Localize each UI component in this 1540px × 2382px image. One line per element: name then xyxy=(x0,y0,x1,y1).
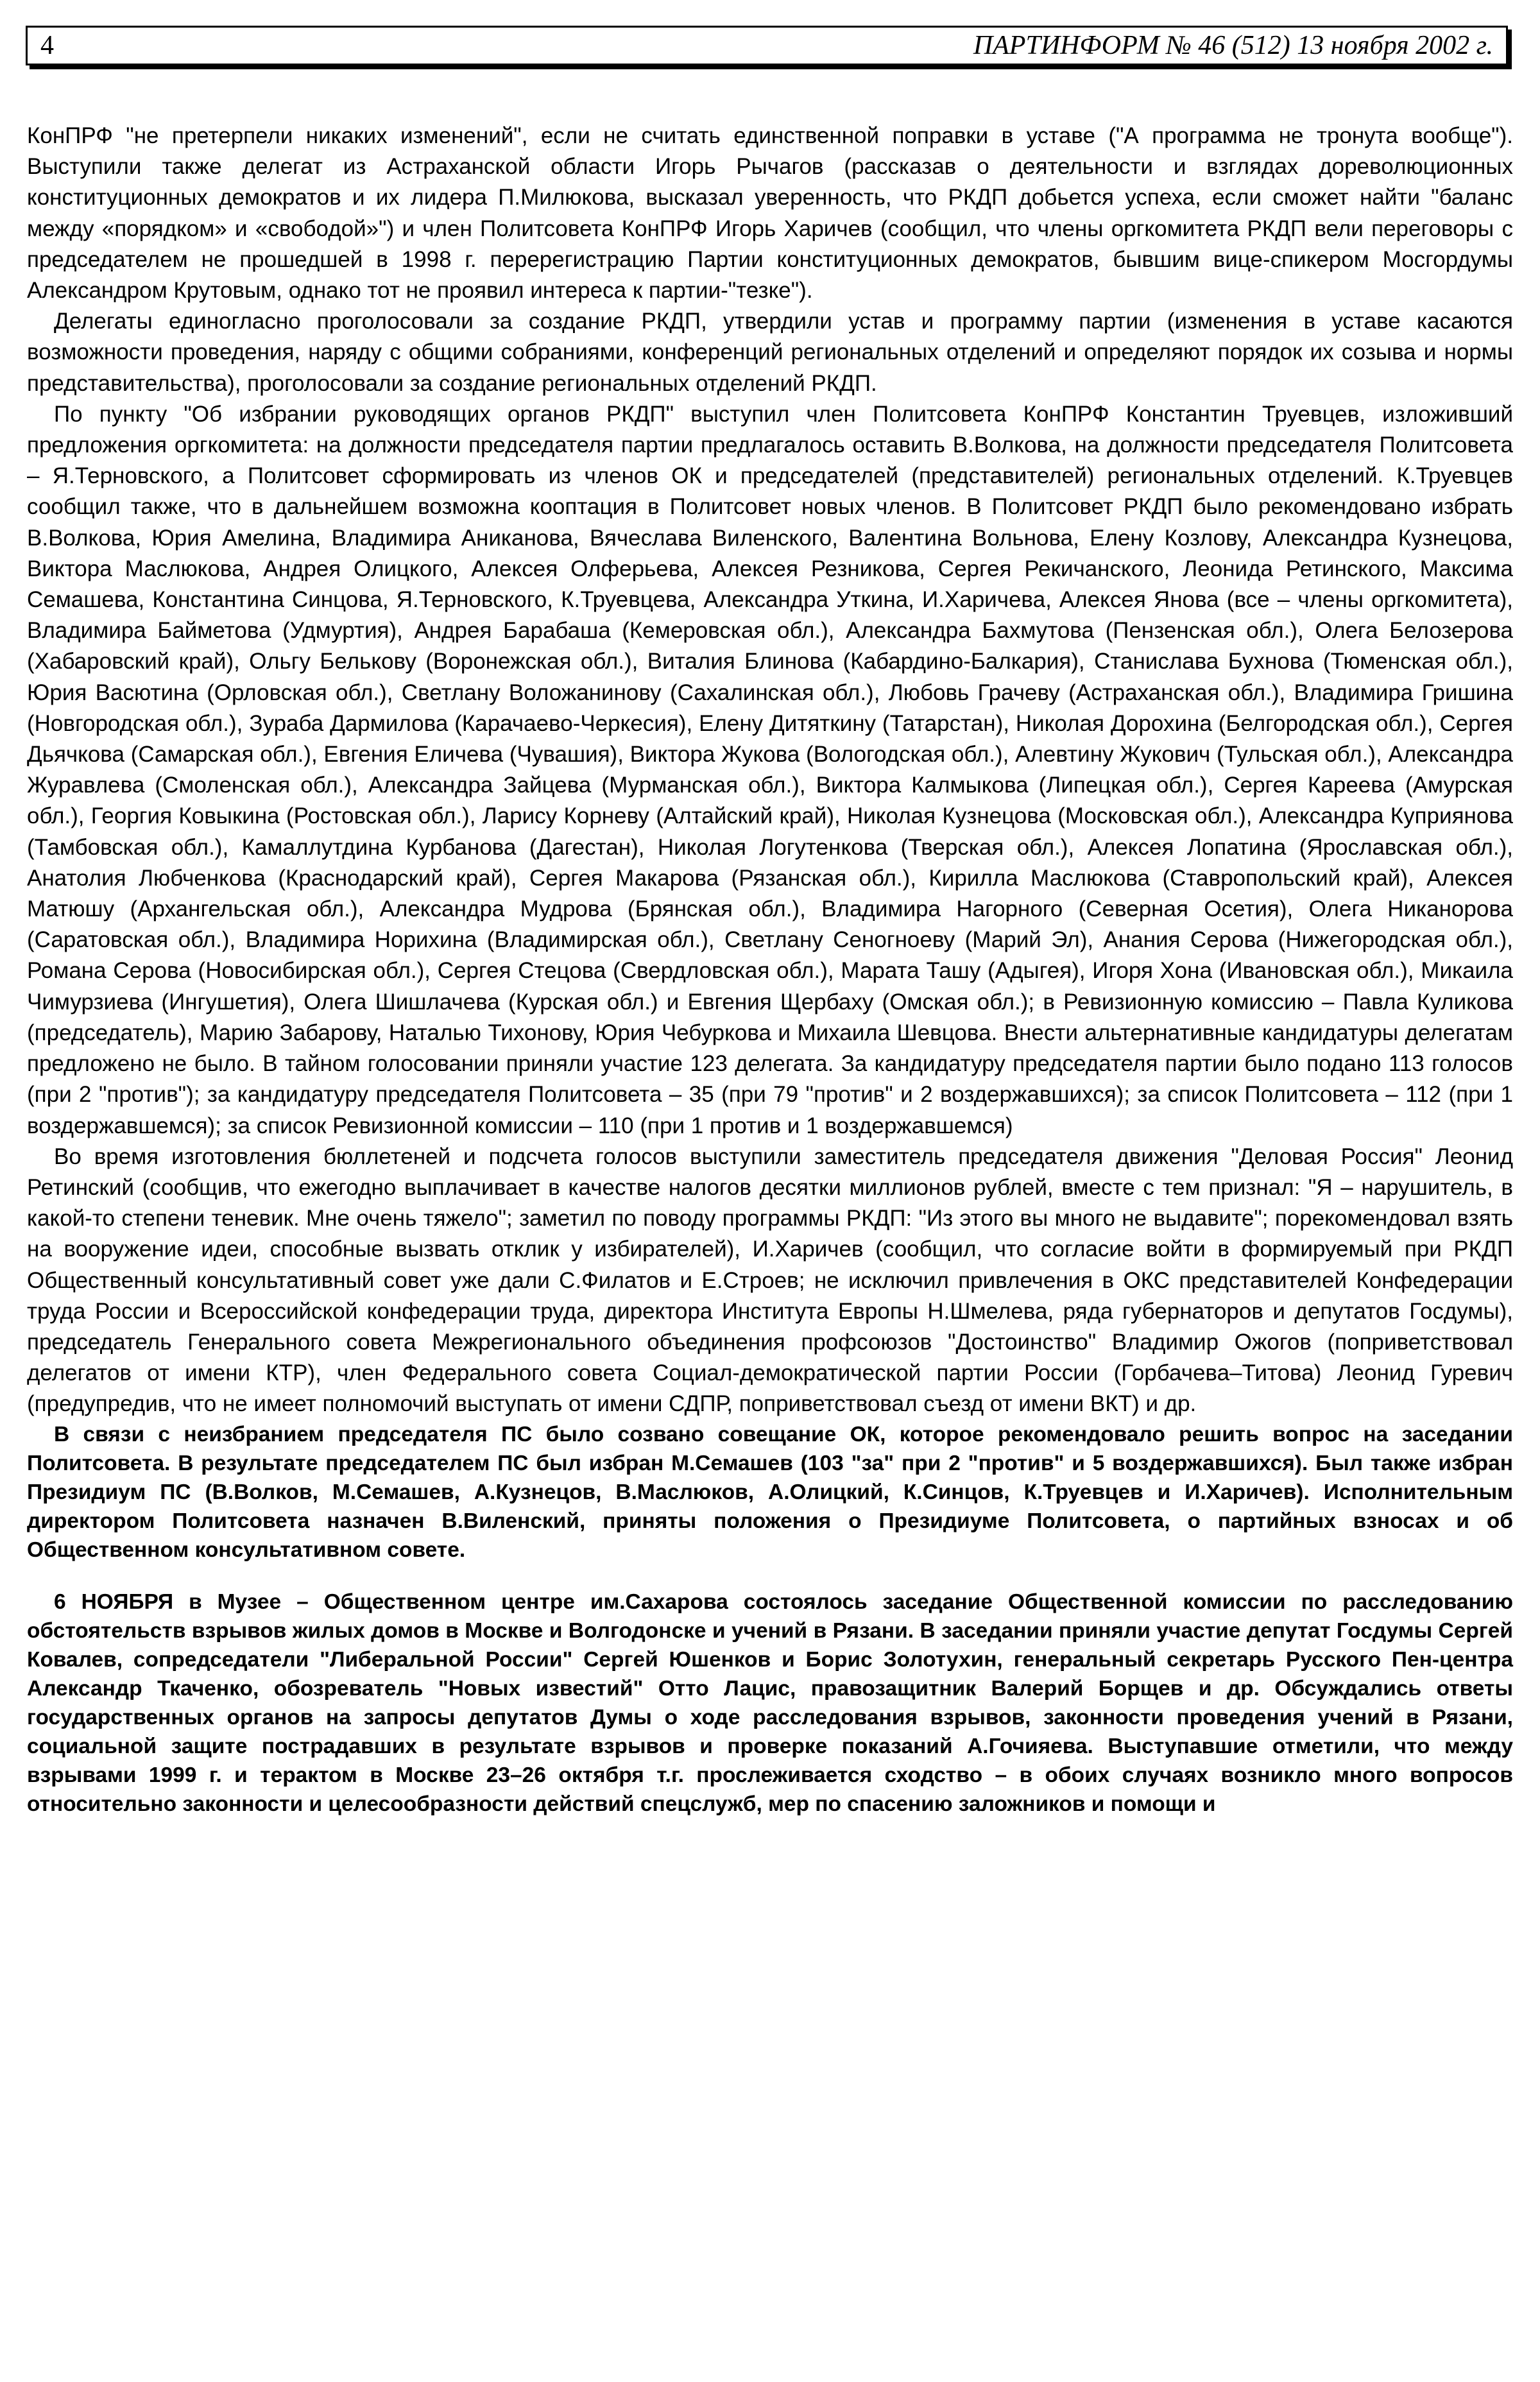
paragraph-5: В связи с неизбранием председателя ПС было созвано совещание ОК, которое рекомендовало решить вопрос на заседании Политсовета. В результате председателем ПС был избран М.Семашев (103 "за" при 2 "против" и 5 воздержавшихся). Был также избран Президиум ПС (В.Волков, М.Семашев, А.Кузнецов, В.Маслюков, А.Олицкий, К.Синцов, К.Труевцев и И.Харичев). Исполнительным директором Политсовета назначен В.Виленский, приняты положения о Президиуме Политсовета, о партийных взносах и об Общественном консультативном совете. xyxy=(27,1422,1513,1562)
paragraph-1: КонПРФ "не претерпели никаких изменений", если не считать единственной поправки в уставе ("А программа не тронута вообще"). Выступили также делегат из Астраханской области Игорь Рычагов (рассказав о деятельности и взглядах дореволюционных конституционных демократов и их лидера П.Милюкова, высказал уверенность, что РКДП добьется успеха, если сможет найти "баланс между «порядком» и «свободой»") и член Политсовета КонПРФ Игорь Харичев (сообщил, что члены оргкомитета РКДП вели переговоры с председателем не прошедшей в 1998 г. перерегистрацию Партии конституционных демократов, бывшим вице-спикером Мосгордумы Александром Крутовым, однако тот не проявил интереса к партии-"тезке"). xyxy=(27,123,1513,304)
section-gap xyxy=(27,1564,1513,1588)
page-header xyxy=(26,26,1508,65)
paragraph-2: Делегаты единогласно проголосовали за создание РКДП, утвердили устав и программу партии (изменения в уставе касаются возможности проведения, наряду с общими собраниями, конференций региональных отделений и определяют порядок их созыва и нормы представительства), проголосовали за создание региональных отделений РКДП. xyxy=(27,309,1513,396)
paragraph-6: 6 НОЯБРЯ в Музее – Общественном центре им.Сахарова состоялось заседание Общественной комиссии по расследованию обстоятельств взрывов жилых домов в Москве и Волгодонске и учений в Рязани. В заседании приняли участие депутат Госдумы Сергей Ковалев, сопредседатели "Либеральной России" Сергей Юшенков и Борис Золотухин, генеральный секретарь Русского Пен-центра Александр Ткаченко, обозреватель "Новых известий" Отто Лацис, правозащитник Валерий Борщев и др. Обсуждались ответы государственных органов на запросы депутатов Думы о ходе расследования взрывов, законности проведения учений в Рязани, социальной защите пострадавших в результате взрывов и проверке показаний А.Гочияева. Выступавшие отметили, что между взрывами 1999 г. и терактом в Москве 23–26 октября т.г. прослеживается сходство – в обоих случаях возникло много вопросов относительно законности и целесообразности действий спецслужб, мер по спасению заложников и помощи и xyxy=(27,1589,1513,1816)
article-body xyxy=(27,121,1513,1819)
page-number: 4 xyxy=(40,31,54,60)
running-head: ПАРТИНФОРМ № 46 (512) 13 ноября 2002 г. xyxy=(973,31,1493,60)
paragraph-4: Во время изготовления бюллетеней и подсчета голосов выступили заместитель председателя движения "Деловая Россия" Леонид Ретинский (сообщив, что ежегодно выплачивает в качестве налогов десятки миллионов рублей, вместе с тем признал: "Я – нарушитель, в какой-то степени теневик. Мне очень тяжело"; заметил по поводу программы РКДП: "Из этого вы много не выдавите"; порекомендовал взять на вооружение идеи, способные вызвать отклик у избирателей), И.Харичев (сообщил, что согласие войти в формируемый при РКДП Общественный консультативный совет уже дали С.Филатов и Е.Строев; не исключил привлечения в ОКС представителей Конфедерации труда России и Всероссийской конфедерации труда, директора Института Европы Н.Шмелева, ряда губернаторов и депутатов Госдумы), председатель Генерального совета Межрегионального объединения профсоюзов "Достоинство" Владимир Ожогов (поприветствовал делегатов от имени КТР), член Федерального совета Социал-демократической партии России (Горбачева–Титова) Леонид Гуревич (предупредив, что не имеет полномочий выступать от имени СДПР, поприветствовал съезд от имени ВКТ) и др. xyxy=(27,1144,1513,1417)
paragraph-3: По пункту "Об избрании руководящих органов РКДП" выступил член Политсовета КонПРФ Константин Труевцев, изложивший предложения оргкомитета: на должности председателя партии предлагалось оставить В.Волкова, на должности председателя Политсовета – Я.Терновского, а Политсовет сформировать из членов ОК и председателей (представителей) региональных отделений. К.Труевцев сообщил также, что в дальнейшем возможна кооптация в Политсовет новых членов. В Политсовет РКДП было рекомендовано избрать В.Волкова, Юрия Амелина, Владимира Аниканова, Вячеслава Виленского, Валентина Вольнова, Елену Козлову, Александра Кузнецова, Виктора Маслюкова, Андрея Олицкого, Алексея Олферьева, Алексея Резникова, Сергея Рекичанского, Леонида Ретинского, Максима Семашева, Константина Синцова, Я.Терновского, К.Труевцева, Александра Уткина, И.Харичева, Алексея Янова (все – члены оргкомитета), Владимира Байметова (Удмуртия), Андрея Барабаша (Кемеровская обл.), Александра Бахмутова (Пензенская обл.), Олега Белозерова (Хабаровский край), Ольгу Белькову (Воронежская обл.), Виталия Блинова (Кабардино-Балкария), Станислава Бухнова (Тюменская обл.), Юрия Васютина (Орловская обл.), Светлану Воложанинову (Сахалинская обл.), Любовь Грачеву (Астраханская обл.), Владимира Гришина (Новгородская обл.), Зураба Дармилова (Карачаево-Черкесия), Елену Дитяткину (Татарстан), Николая Дорохина (Белгородская обл.), Сергея Дьячкова (Самарская обл.), Евгения Еличева (Чувашия), Виктора Жукова (Вологодская обл.), Алевтину Жукович (Тульская обл.), Александра Журавлева (Смоленская обл.), Александра Зайцева (Мурманская обл.), Виктора Калмыкова (Липецкая обл.), Сергея Кареева (Амурская обл.), Георгия Ковыкина (Ростовская обл.), Ларису Корневу (Алтайский край), Николая Кузнецова (Московская обл.), Александра Куприянова (Тамбовская обл.), Камаллутдина Курбанова (Дагестан), Николая Логутенкова (Тверская обл.), Алексея Лопатина (Ярославская обл.), Анатолия Любченкова (Краснодарский край), Сергея Макарова (Рязанская обл.), Кирилла Маслюкова (Ставропольский край), Алексея Матюшу (Архангельская обл.), Александра Мудрова (Брянская обл.), Владимира Нагорного (Северная Осетия), Олега Никанорова (Саратовская обл.), Владимира Норихина (Владимирская обл.), Светлану Сеногноеву (Марий Эл), Анания Серова (Нижегородская обл.), Романа Серова (Новосибирская обл.), Сергея Стецова (Свердловская обл.), Марата Ташу (Адыгея), Игоря Хона (Ивановская обл.), Микаила Чимурзиева (Ингушетия), Олега Шишлачева (Курская обл.) и Евгения Щербаху (Омская обл.); в Ревизионную комиссию – Павла Куликова (председатель), Марию Забарову, Наталью Тихонову, Юрия Чебуркова и Михаила Шевцова. Внести альтернативные кандидатуры делегатам предложено не было. В тайном голосовании приняли участие 123 делегата. За кандидатуру председателя партии было подано 113 голосов (при 2 "против"); за кандидатуру председателя Политсовета – 35 (при 79 "против" и 2 воздержавшихся); за список Политсовета – 112 (при 1 воздержавшемся); за список Ревизионной комиссии – 110 (при 1 против и 1 воздержавшемся) xyxy=(27,401,1513,1138)
